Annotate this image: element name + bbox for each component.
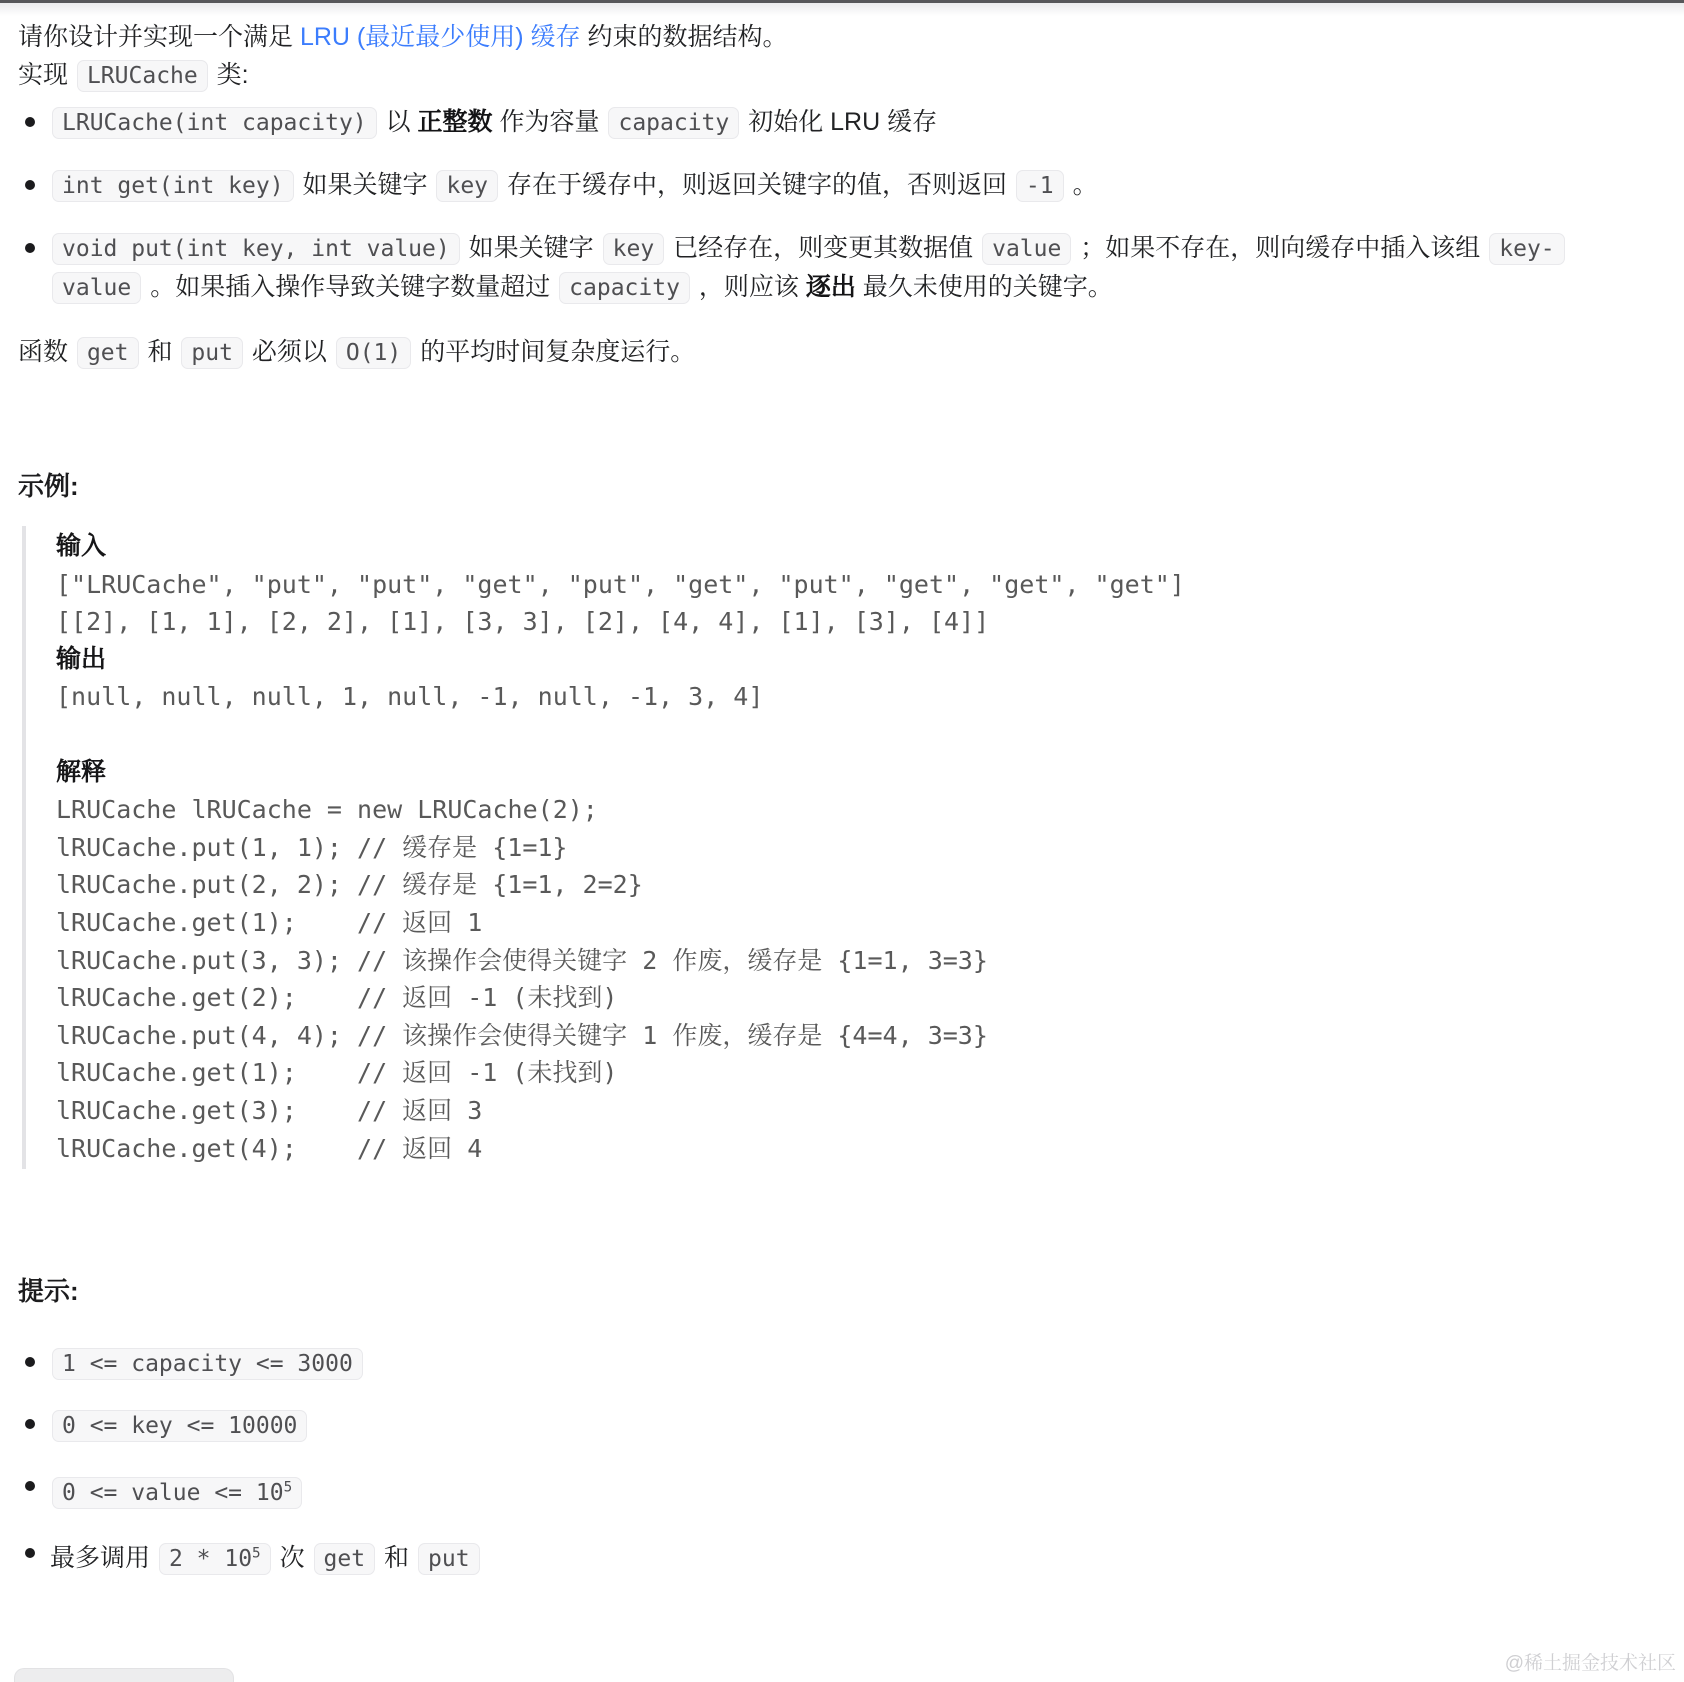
method-item-put [18,229,1566,307]
bullet-dot [25,1481,35,1491]
code-line: lRUCache.get(3); // 返回 3 [56,1095,483,1125]
inline-code-chip: value [982,233,1071,265]
code-line: LRUCache lRUCache = new LRUCache(2); [56,795,598,825]
intro-paragraph: 请你设计并实现一个满足 LRU (最近最少使用) 缓存 约束的数据结构。 [18,23,788,51]
bullet-dot [25,243,35,253]
blank-line [56,716,1566,754]
code-line: lRUCache.get(1); // 返回 1 [56,907,483,937]
hint-item-text [50,1478,304,1506]
code-line: lRUCache.put(3, 3); // 该操作会使得关键字 2 作废，缓存是 {1=1, 3=3} [56,945,988,975]
hint-item-text [50,1411,309,1439]
inline-code-chip: capacity [608,107,739,139]
code-line: lRUCache.put(2, 2); // 缓存是 {1=1, 2=2} [56,870,643,900]
input-lines [56,566,1566,641]
inline-code-chip: O(1) [336,337,411,369]
inline-code-chip: put [418,1543,480,1575]
inline-code-chip: key [436,170,498,202]
complexity-paragraph: 函数 get 和 put 必须以 O(1) 的平均时间复杂度运行。 [18,333,1566,372]
method-list [18,103,1566,307]
inline-code-chip: key [603,233,665,265]
method-item-text: void put(int key, int value) 如果关键字 key 已经存在，则变更其数据值 value ；如果不存在，则向缓存中插入该组 key-value 。如果插入操作导致关键字数量超过 capacity ，则应该 逐出 最久未使用的关键字。 [50,234,1567,301]
code-line: lRUCache.get(1); // 返回 -1 (未找到) [56,1058,618,1088]
inline-code-chip: get [314,1543,376,1575]
hint-item-text [50,1349,365,1377]
inline-code-chip: int get(int key) [52,170,294,202]
example-heading: 示例: [18,471,79,501]
code-line: lRUCache.get(4); // 返回 4 [56,1133,483,1163]
code-line: ["LRUCache", "put", "put", "get", "put", "get", "put", "get", "get", "get"] [56,569,1185,599]
cutoff-code-chip [14,1668,234,1682]
inline-code-chip: $2 * 10^5$ [159,1543,271,1575]
bullet-dot [25,1548,35,1558]
method-item-constructor [18,103,1566,142]
hints-heading: 提示: [18,1276,79,1307]
inline-code-chip: LRUCache [77,60,208,92]
bold-text: 正整数 [417,108,493,136]
method-item-text: int get(int key) 如果关键字 key 存在于缓存中，则返回关键字的值，否则返回 -1 。 [50,171,1098,199]
inline-code-chip: key-value [52,233,1565,304]
explain-label: 解释 [56,757,107,786]
inline-code-chip: void put(int key, int value) [52,233,460,265]
hint-item-capacity [18,1343,1566,1384]
hint-item-value [18,1467,1566,1513]
inline-code-chip: get [77,337,139,369]
explain-lines [56,791,1566,1167]
inline-code-chip: -1 [1016,170,1064,202]
hint-item-key [18,1405,1566,1446]
bold-text: 逐出 [805,273,856,301]
inline-code-chip: capacity [559,272,690,304]
bullet-dot [25,180,35,190]
inline-code-chip: 0 <= key <= 10000 [52,1410,307,1442]
bullet-dot [25,1419,35,1429]
code-line: lRUCache.get(2); // 返回 -1 (未找到) [56,983,618,1013]
code-line: [null, null, null, 1, null, -1, null, -1, 3, 4] [56,682,764,712]
code-line: [[2], [1, 1], [2, 2], [1], [3, 3], [2], [4, 4], [1], [3], [4]] [56,607,990,637]
input-label: 输入 [56,532,107,560]
inline-code-chip: 0 <= value <= $10^5$ [52,1477,302,1509]
lru-definition-link[interactable]: LRU (最近最少使用) 缓存 [299,23,581,51]
hint-item-text: 最多调用 $2 * 10^5$ 次 get 和 put [50,1544,482,1572]
top-fade-band [0,3,1684,16]
bullet-dot [25,1357,35,1367]
inline-code-chip: 1 <= capacity <= 3000 [52,1348,363,1380]
code-line: lRUCache.put(4, 4); // 该操作会使得关键字 1 作废，缓存是 {4=4, 3=3} [56,1020,988,1050]
method-item-text: LRUCache(int capacity) 以 正整数 作为容量 capacity 初始化 LRU 缓存 [50,108,937,136]
output-lines [56,678,1566,716]
output-label: 输出 [56,644,107,673]
inline-code-chip: LRUCache(int capacity) [52,107,377,139]
hint-item-calls [18,1534,1566,1580]
method-item-get [18,166,1566,205]
watermark-text: @稀土掘金技术社区 [1504,1653,1676,1674]
inline-code-chip: put [181,337,243,369]
implement-class-line: 实现 LRUCache 类: [18,56,1566,95]
problem-content [0,16,1684,1579]
hints-list [18,1343,1566,1579]
example-block [22,526,1566,1169]
code-line: lRUCache.put(1, 1); // 缓存是 {1=1} [56,832,568,862]
bullet-dot [25,117,35,127]
